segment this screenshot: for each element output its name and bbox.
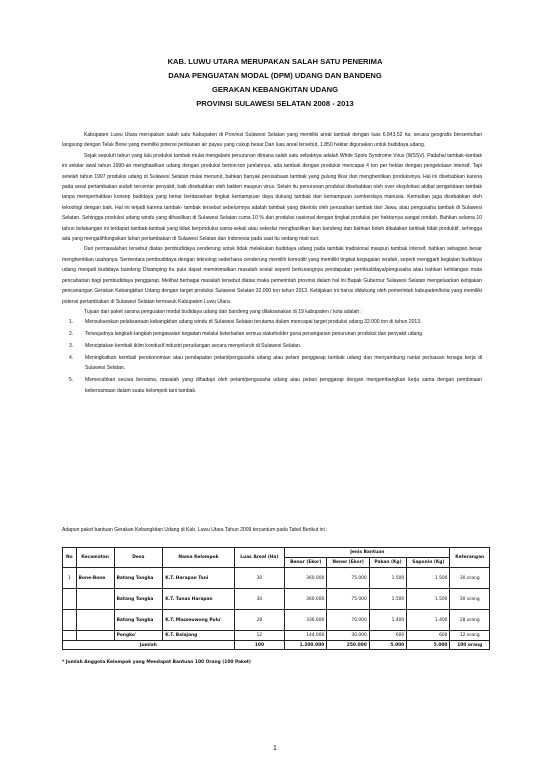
paragraph-3: Dari permasalahan tersebut diatas pembudidaya cenderung untuk tidak melakukan budidaya udang pada tambak tradisional maupun tambak intensif, bahkan sebagian besar menghentikan usahanya. Sementara pembudidaya dengan teknologi sederhana cenderung memilih komoditi yang memiliki tingkat kegagalan rendah, seperti menggarti kegiatan budidaya udang menjadi budidaya bandeng Disamping itu pula dapat meminimalkan masalah sosial seperti berkurangnya pendapatan pembudidaya/pengusaha atau bahkan kehilangan mata pencaharian bagi pembudidaya penggarap. Melihat berbagai masalah tersebut diatas maka pemerintah provinsi dalam hal ini Bapak Gubernur Sulawesi Selatan mengeluarkan kebijakan pencanangan Gerakan Kebangkitan Udang dengan target produksi Sulawesi Selatan 32.000 ton tahun 2013. Kebijakan ini harus didukung oleh pemerintah kabupaten/kota yang memiliki potensi pertambakan di Sulawesi Selatan termasuk Kabupaten Luwu Utara. [62, 246, 482, 305]
goal-text: Terwujudnya langkah-langkah pengawalan kegiatan melalui keterkaitan semua stakeholder guna penanganan penurunan produksi dan penyakit udang. [85, 331, 424, 338]
goal-text: Menciptakan kembali iklim kondusif industri perudangan secara menyeluruh di Sulawesi Selatan. [85, 343, 302, 350]
table-total-row [63, 641, 490, 650]
cell-benur: 144.000 [285, 631, 327, 641]
table-row [63, 631, 490, 641]
cell-kecamatan [76, 610, 114, 631]
cell-kecamatan [76, 589, 114, 610]
cell-kecamatan [76, 631, 114, 641]
paragraph-4: Tujuan dari paket sarana penguatan modal budidaya udang dan bandeng yang dilaksanakan di 19 kabupaten / kota adalah : [84, 308, 362, 315]
cell-no [63, 610, 77, 631]
table-row [63, 589, 490, 610]
cell-nener: 75.000 [327, 568, 369, 589]
goal-number: 4. [69, 355, 74, 362]
cell-benur: 360.000 [285, 589, 327, 610]
goal-item [62, 353, 482, 374]
header-pakan: Pakan (Kg) [369, 558, 406, 568]
cell-luas: 30 [234, 589, 284, 610]
goal-number: 5. [69, 377, 74, 384]
cell-benur: 336.000 [285, 610, 327, 631]
total-benur: 1.200.000 [285, 641, 327, 650]
header-benur: Benur (Ekor) [285, 558, 327, 568]
total-luas: 100 [234, 641, 284, 650]
header-desa: Desa [114, 548, 163, 568]
table-intro: Adapun paket bantuan Gerakan Kebangkitan Udang di Kab. Luwu Utara Tahun 2009 tercantum pada Tabel Berikut ini : [62, 527, 328, 533]
header-nener: Nener (Ekor) [327, 558, 369, 568]
title-line-2: DANA PENGUATAN MODAL (DPM) UDANG DAN BANDENG [168, 71, 382, 80]
cell-desa: Batang Tongka [114, 568, 163, 589]
cell-keterangan: 12 orang [450, 631, 490, 641]
cell-saponin: 600 [407, 631, 450, 641]
cell-desa: Pongko' [114, 631, 163, 641]
cell-saponin: 1.400 [407, 610, 450, 631]
cell-luas: 28 [234, 610, 284, 631]
cell-saponin: 1.500 [407, 589, 450, 610]
paragraph-1: Kabupaten Luwu Utara merupakan salah satu Kabupaten di Provinsi Sulawesi Selatan yang memiliki areal tambak dengan luas 6.843,52 ha, secara geografis bersentuhan langsung dengan Teluk Bone yang memiliki potensi perikanan air payau yang cukup besar Dari luas areal tersebut, 1.850 hektar digunakan untuk budidaya udang. [62, 132, 482, 149]
aid-table [62, 547, 490, 650]
cell-keterangan: 28 orang [450, 610, 490, 631]
title-line-4: PROVINSI SULAWESI SELATAN 2008 - 2013 [196, 99, 354, 108]
cell-pakan: 1.500 [369, 568, 406, 589]
total-pakan: 5.000 [369, 641, 406, 650]
header-keterangan: Keterangan [450, 548, 490, 568]
cell-luas: 12 [234, 631, 284, 641]
cell-nener: 30.000 [327, 631, 369, 641]
header-no: No [63, 548, 77, 568]
goal-item [62, 341, 482, 351]
cell-nener: 75.000 [327, 589, 369, 610]
table-row [63, 610, 490, 631]
cell-nener: 70.000 [327, 610, 369, 631]
total-nener: 250.000 [327, 641, 369, 650]
cell-desa: Batang Tongka [114, 610, 163, 631]
goal-item [62, 317, 482, 327]
cell-pakan: 1.500 [369, 589, 406, 610]
cell-no [63, 631, 77, 641]
cell-no [63, 589, 77, 610]
cell-pakan: 600 [369, 631, 406, 641]
total-keterangan: 100 orang [450, 641, 490, 650]
cell-kelompok: K.T. Harapan Tani [163, 568, 235, 589]
page-number: 1 [273, 745, 277, 752]
goal-number: 2. [69, 331, 74, 338]
cell-no: 1 [63, 568, 77, 589]
header-kecamatan: Kecamatan [76, 548, 114, 568]
goal-text: Memecahkan secara bersama, masalah yang dihadapi oleh petani/pengusaha udang atau petani penggarap dengan mengembangkan kerja sama dengan pembinaan kebersamaan dalam suatu kelompok tani tambak. [85, 377, 482, 394]
table-footnote: * Jumlah Anggota Kelompok yang Mendapat Bantuan 100 Orang (100 Paket) [62, 660, 251, 665]
table-row [63, 568, 490, 589]
header-luas: Luas Areal (Ha) [234, 548, 284, 568]
cell-kelompok: K.T. Masseuwong Pulu' [163, 610, 235, 631]
total-saponin: 5.000 [407, 641, 450, 650]
cell-keterangan: 30 orang [450, 589, 490, 610]
goal-number: 3. [69, 343, 74, 350]
cell-benur: 360.000 [285, 568, 327, 589]
header-kelompok: Nama Kelompok [163, 548, 235, 568]
header-saponin: Saponin (Kg) [407, 558, 450, 568]
cell-kelompok: K.T. Balajang [163, 631, 235, 641]
cell-pakan: 1.400 [369, 610, 406, 631]
cell-keterangan: 30 orang [450, 568, 490, 589]
cell-kelompok: K.T. Tunas Harapan [163, 589, 235, 610]
goal-text: Meningkatkan kembali perekonomian atau pendapatan petani/pengusaha udang atau petani penggarap tambak udang dan menyambung rantai perluasan tenaga kerja di Sulawesi Selatan. [85, 355, 482, 372]
goals-list [62, 317, 482, 396]
document-body [62, 130, 482, 398]
cell-saponin: 1.500 [407, 568, 450, 589]
cell-kecamatan: Bone-Bone [76, 568, 114, 589]
goal-number: 1. [69, 319, 74, 326]
header-jenis-bantuan: Jenis Bantuan [285, 548, 450, 558]
goal-item [62, 329, 482, 339]
title-line-3: GERAKAN KEBANGKITAN UDANG [212, 85, 338, 94]
document-title [60, 55, 490, 111]
goal-item [62, 375, 482, 396]
paragraph-2: Sejak sepuluh tahun yang lalu produksi tambak mulai mengalami penurunan dimana salah satu sebabnya adalah White Spots Syndrome Virus (WSSV). Padahal tambak-tambak ini sekitar awal tahun 1990-an menghasilkan udang dengan produksi berton-ton jumlahnya, ada tambak dengan produksi mencapai 4 ton per hektar dengan pengelolaan intensif. Tapi setelah tahun 1997 produksi udang di Sulawesi Selatan mulai menurut, bahkan banyak perusahaan tambak yang gulung tikar dan menghentikan produksinya. Hal ini disebabkan karena pada areal pertambakan sudah tercemar penyakit, baik disebabkan oleh bakteri maupun virus. Selain itu penurunan produksi disebabkan oleh over eksploitasi akibat pengelolaan tambak tanpa memperhatikan konsep budidaya yang benar berdasarkan tingkat kemampuan daya dukung tambak dan kemampuan sumberdaya manusia. Kemudian juga disebabkan oleh teknologi dengan baik. Hal ini terjadi karena tambak- tambak tersebut sebelumnya adalah tambak yang dikelola oleh perusahan tambak dari Jawa, atau pengusaha tambak di Sulawesi Selatan. Sehingga produksi udang windu yang dihasilkan di Sulawesi Selatan cuma 10 % dari produksi nasional dengan tingkat produksi per hektarnya sangat rendah. Bahkan selama 10 tahun belakangan ini terdapat tambak-tambak yang tidak berproduksi sama-sekali atau sekedar menghasilkan ikan bandeng dan bahkan boleh dikatakan tambak tidak produktif, sehingga ada yang mengalihfungsikan lahan pertambakan di Sulawesi Selatan dan Indonesia pada saat itu sedang mati suri. [62, 152, 482, 243]
goal-text: Mensukseskan pelaksanaan kebangkitan udang windu di Sulawesi Selatan terutama dalam mencapai target produksi udang 32.000 ton di tahun 2013. [85, 319, 422, 326]
total-label: Jumlah [63, 641, 235, 650]
title-line-1: KAB. LUWU UTARA MERUPAKAN SALAH SATU PENERIMA [167, 57, 383, 66]
cell-desa: Batang Tongka [114, 589, 163, 610]
cell-luas: 30 [234, 568, 284, 589]
